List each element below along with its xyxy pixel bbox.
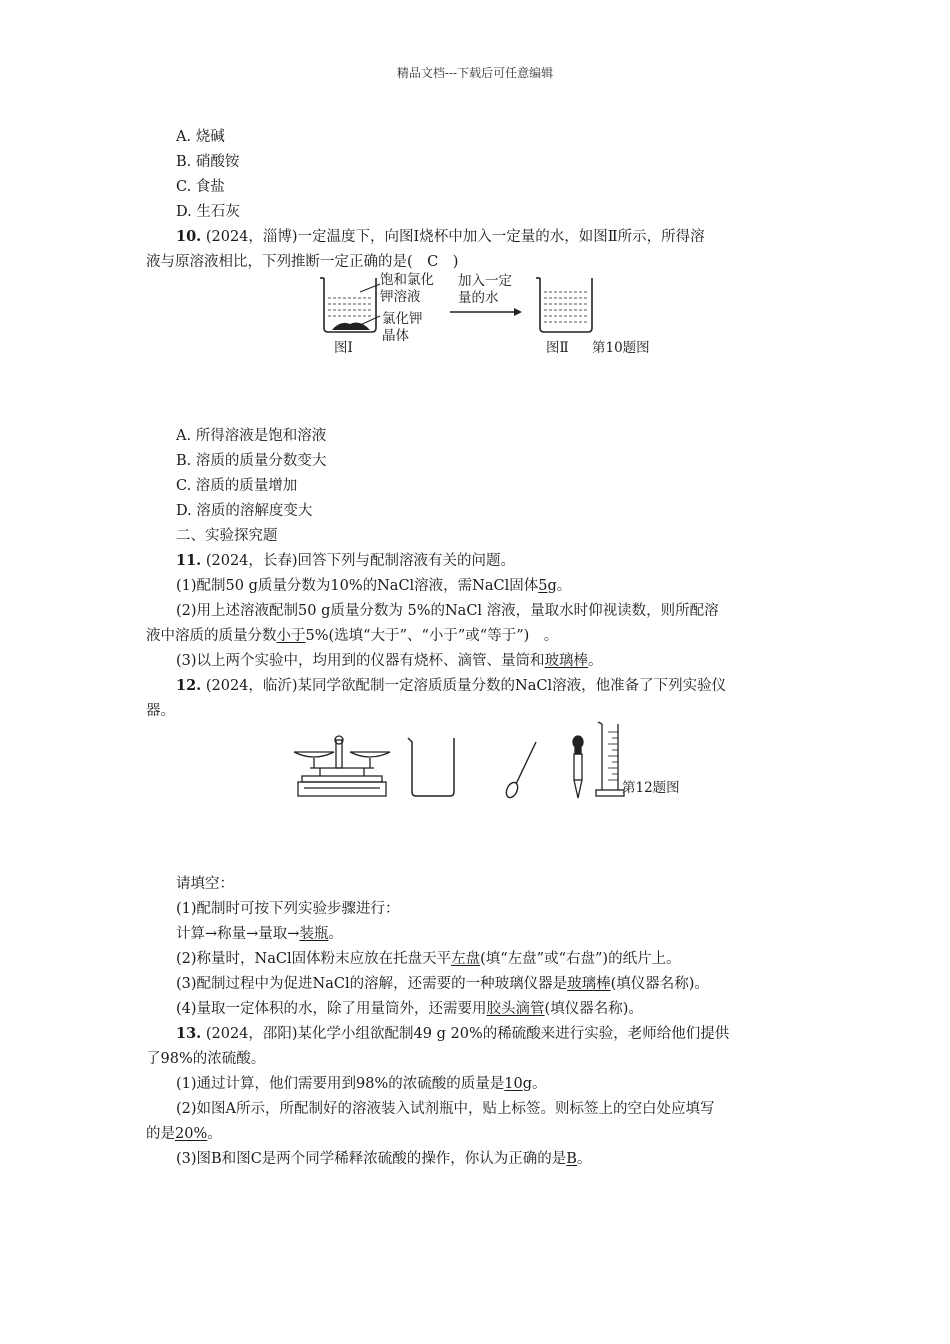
q9-option-b: B. 硝酸铵 xyxy=(176,154,240,170)
q10-number: 10. xyxy=(176,228,202,245)
q13-part2-line1: (2)如图A所示，所配制好的溶液装入试剂瓶中，贴上标签。则标签上的空白处应填写 xyxy=(176,1101,715,1117)
q12-stem-line2: 器。 xyxy=(146,703,175,719)
q13-stem-line1 xyxy=(176,1024,729,1044)
label-crystal-2: 晶体 xyxy=(382,328,409,344)
q13-number: 13. xyxy=(176,1025,202,1042)
answer-blank: 玻璃棒 xyxy=(544,653,589,669)
figure-one-label: 图Ⅰ xyxy=(334,340,353,356)
page-header: 精品文档---下载后可任意编辑 xyxy=(396,66,554,80)
label-add-water-1: 加入一定 xyxy=(458,273,512,289)
figure-caption-12: 第12题图 xyxy=(622,780,680,796)
q13-stem-text: (2024，邵阳)某化学小组欲配制49 g 20%的稀硫酸来进行实验，老师给他们提供 xyxy=(205,1026,730,1042)
graduated-cylinder-icon xyxy=(596,722,624,796)
q10-option-b: B. 溶质的质量分数变大 xyxy=(176,453,327,469)
q12-part4: (4)量取一定体积的水，除了用量筒外，还需要用胶头滴管(填仪器名称)。 xyxy=(176,1001,643,1017)
answer-blank: 5 xyxy=(538,578,548,594)
arrow-head xyxy=(514,308,522,316)
label-saturated-1: 饱和氯化 xyxy=(380,272,434,288)
q10-stem-line2: 液与原溶液相比，下列推断一定正确的是( C ) xyxy=(146,254,459,270)
figure-caption-10: 第10题图 xyxy=(592,340,650,356)
q9-option-c: C. 食盐 xyxy=(176,179,225,195)
label-saturated-2: 钾溶液 xyxy=(380,289,421,305)
answer-blank: 胶头滴管 xyxy=(486,1001,545,1017)
answer-blank: 10 xyxy=(504,1076,523,1092)
q9-option-d: D. 生石灰 xyxy=(176,204,240,220)
label-crystal-1: 氯化钾 xyxy=(382,311,423,327)
q11-part1: (1)配制50 g质量分数为10%的NaCl溶液，需NaCl固体5g。 xyxy=(176,578,572,594)
q10-stem-line1 xyxy=(176,227,705,247)
q11-stem-text: (2024，长春)回答下列与配制溶液有关的问题。 xyxy=(205,553,516,569)
q10-option-d: D. 溶质的溶解度变大 xyxy=(176,503,313,519)
q10-option-a: A. 所得溶液是饱和溶液 xyxy=(176,428,327,444)
q12-number: 12. xyxy=(176,677,202,694)
balance-icon xyxy=(294,736,390,796)
q12-fill-prompt: 请填空： xyxy=(176,876,234,892)
q11-part2-line2: 液中溶质的质量分数小于5%(选填“大于”、“小于”或“等于”) 。 xyxy=(146,628,559,644)
q13-part2-line2: 的是20%。 xyxy=(146,1126,222,1142)
answer-blank: 20% xyxy=(175,1126,208,1142)
q12-part1-steps: 计算→称量→量取→装瓶。 xyxy=(176,926,343,942)
q11-stem xyxy=(176,551,515,571)
q12-part3: (3)配制过程中为促进NaCl的溶解，还需要的一种玻璃仪器是玻璃棒(填仪器名称)。 xyxy=(176,976,709,992)
q10-figure xyxy=(318,270,698,370)
q12-part1: (1)配制时可按下列实验步骤进行： xyxy=(176,901,400,917)
q11-part3: (3)以上两个实验中，均用到的仪器有烧杯、滴管、量筒和玻璃棒。 xyxy=(176,653,603,669)
dropper-icon xyxy=(573,736,583,798)
q9-option-a: A. 烧碱 xyxy=(176,129,225,145)
section-title: 二、实验探究题 xyxy=(176,528,278,544)
q13-stem-line2: 了98%的浓硫酸。 xyxy=(146,1051,266,1067)
answer-blank: B xyxy=(566,1151,577,1167)
q11-number: 11. xyxy=(176,552,202,569)
beaker-two xyxy=(536,278,592,332)
q13-part1: (1)通过计算，他们需要用到98%的浓硫酸的质量是10g。 xyxy=(176,1076,547,1092)
q11-part2-line1: (2)用上述溶液配制50 g质量分数为 5%的NaCl 溶液，量取水时仰视读数，则所配溶 xyxy=(176,603,719,619)
answer-blank: 左盘 xyxy=(451,951,481,967)
q12-figure xyxy=(290,718,730,800)
q10-stem-text: (2024，淄博)一定温度下，向图Ⅰ烧杯中加入一定量的水，如图Ⅱ所示，所得溶 xyxy=(205,229,705,245)
q13-part3: (3)图B和图C是两个同学稀释浓硫酸的操作，你认为正确的是B。 xyxy=(176,1151,592,1167)
answer-blank: 小于 xyxy=(276,628,306,644)
q10-option-c: C. 溶质的质量增加 xyxy=(176,478,298,494)
q12-stem-line1 xyxy=(176,676,726,696)
spoon-icon xyxy=(504,742,536,799)
answer-blank: 玻璃棒 xyxy=(567,976,611,992)
q12-part2: (2)称量时，NaCl固体粉末应放在托盘天平左盘(填“左盘”或“右盘”)的纸片上。 xyxy=(176,951,681,967)
label-add-water-2: 量的水 xyxy=(458,290,499,306)
q12-stem-text: (2024，临沂)某同学欲配制一定溶质质量分数的NaCl溶液，他准备了下列实验仪 xyxy=(205,678,727,694)
beaker-icon xyxy=(408,738,454,796)
answer-blank: 装瓶 xyxy=(299,926,329,942)
figure-two-label: 图Ⅱ xyxy=(546,340,569,356)
